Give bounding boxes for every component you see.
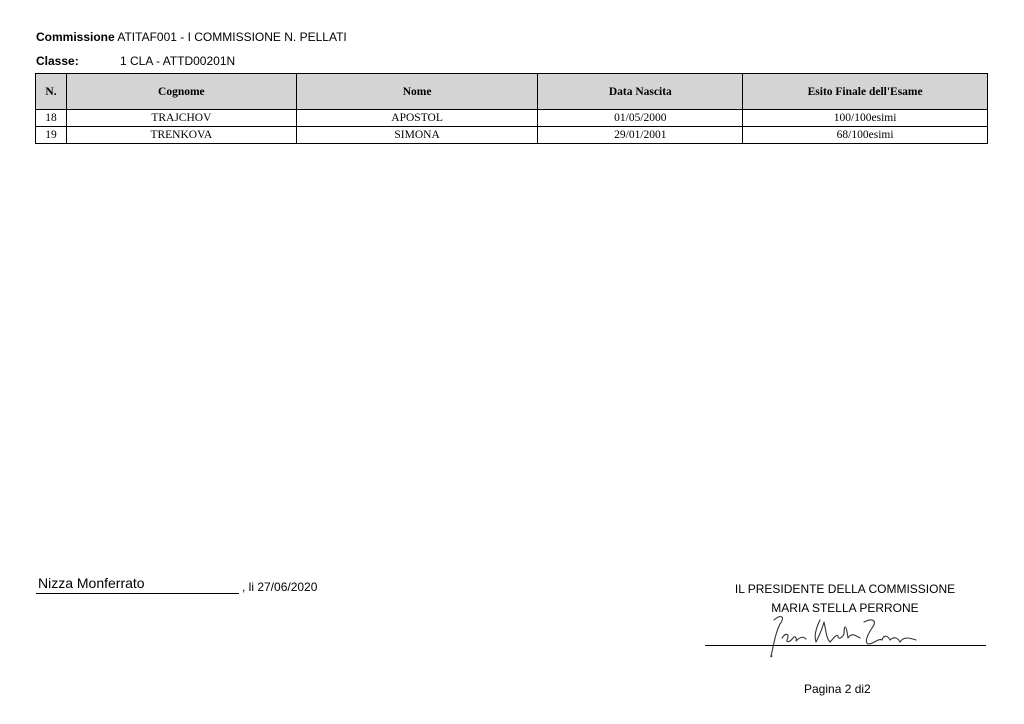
column-header: Nome [296, 74, 538, 110]
cell-esito: 68/100esimi [743, 127, 988, 144]
cell-number: 19 [36, 127, 67, 144]
table-row [36, 110, 988, 127]
place-underline [36, 593, 239, 594]
cell-cognome: TRAJCHOV [66, 110, 296, 127]
cell-data-nascita: 29/01/2001 [538, 127, 743, 144]
cell-number: 18 [36, 110, 67, 127]
commissione-line [36, 30, 347, 44]
column-header: Esito Finale dell'Esame [743, 74, 988, 110]
classe-value: 1 CLA - ATTD00201N [120, 54, 236, 68]
signature-line [705, 645, 986, 646]
cell-nome: SIMONA [296, 127, 538, 144]
commissione-label: Commissione [36, 30, 115, 44]
cell-esito: 100/100esimi [743, 110, 988, 127]
table-row [36, 127, 988, 144]
table-header-row [36, 74, 988, 110]
place-name: Nizza Monferrato [38, 575, 145, 591]
column-header: Data Nascita [538, 74, 743, 110]
column-header: Cognome [66, 74, 296, 110]
classe-label: Classe: [36, 54, 79, 68]
president-name: MARIA STELLA PERRONE [771, 601, 919, 615]
results-table [35, 73, 988, 144]
handwritten-signature [760, 608, 930, 663]
cell-nome: APOSTOL [296, 110, 538, 127]
cell-cognome: TRENKOVA [66, 127, 296, 144]
cell-data-nascita: 01/05/2000 [538, 110, 743, 127]
date: , li 27/06/2020 [242, 580, 318, 594]
classe-line [36, 54, 236, 68]
page-number: Pagina 2 di2 [804, 682, 871, 696]
column-header: N. [36, 74, 67, 110]
president-title: IL PRESIDENTE DELLA COMMISSIONE [734, 582, 956, 596]
commissione-value: ATITAF001 - I COMMISSIONE N. PELLATI [117, 30, 347, 44]
